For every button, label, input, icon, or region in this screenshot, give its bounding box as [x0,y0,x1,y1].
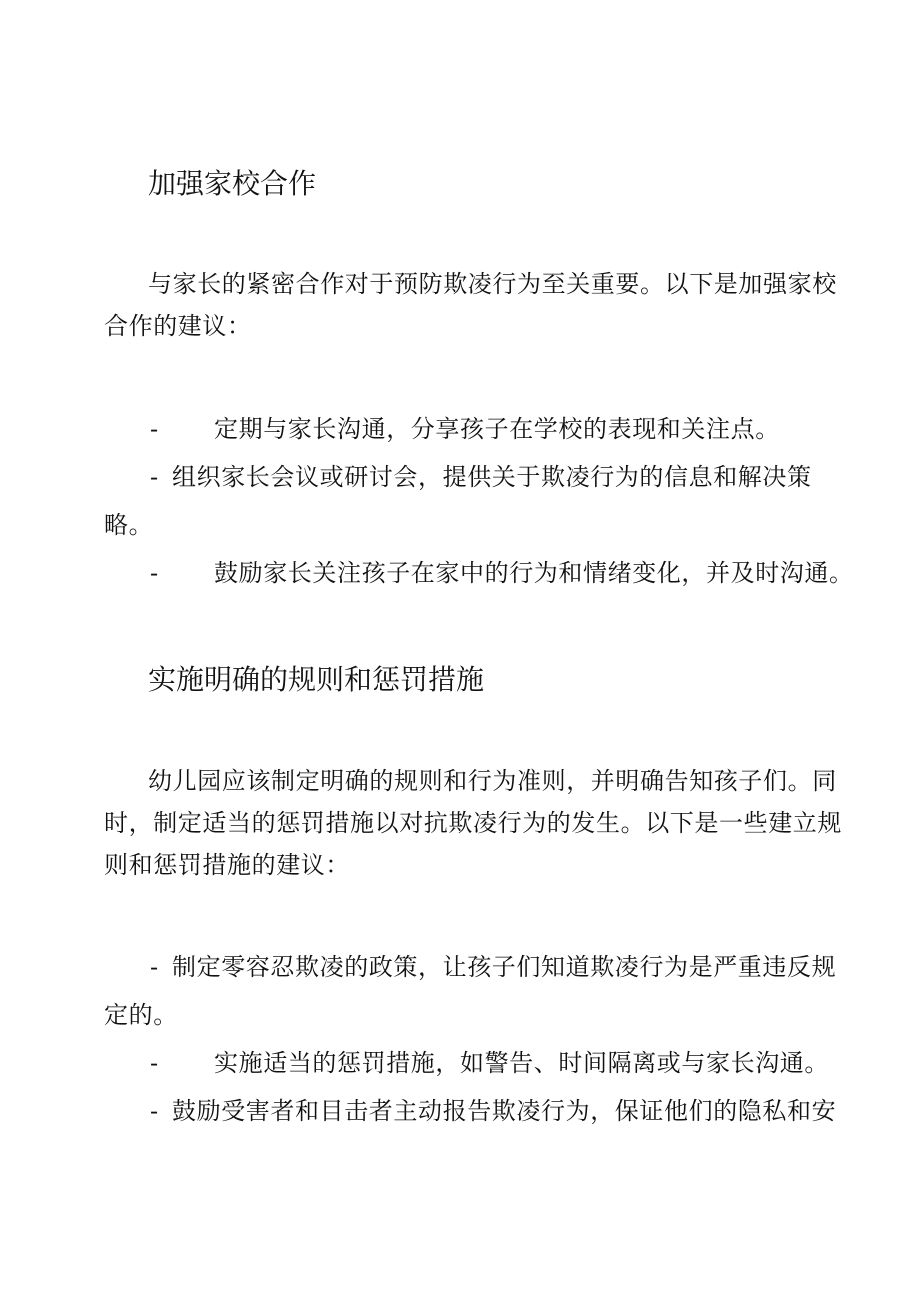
bullet-dash: - [150,1097,159,1125]
bullet-dash: - [150,559,159,587]
list-item [150,1042,829,1084]
paragraph-line: 幼儿园应该制定明确的规则和行为准则，并明确告知孩子们。同 [148,767,837,795]
paragraph-line: 与家长的紧密合作对于预防欺凌行为至关重要。以下是加强家校 [148,270,837,298]
bullet-dash: - [150,1049,159,1077]
bullet-dash: - [150,463,159,491]
bullet-dash: - [150,953,159,981]
list-item [150,1090,836,1132]
section-heading-rules-and-discipline: 实施明确的规则和惩罚措施 [148,663,485,696]
section-intro-paragraph [104,263,837,347]
list-item-text: 鼓励受害者和目击者主动报告欺凌行为，保证他们的隐私和安 [172,1097,837,1125]
list-item-text: 鼓励家长关注孩子在家中的行为和情绪变化，并及时沟通。 [214,559,854,587]
list-item-text: 制定零容忍欺凌的政策，让孩子们知道欺凌行为是严重违反规 [172,953,837,981]
list-item-continuation: 定的。 [104,1001,178,1029]
list-item-text: 定期与家长沟通，分享孩子在学校的表现和关注点。 [214,415,780,443]
bullet-dash: - [150,415,159,443]
list-item-text: 实施适当的惩罚措施，如警告、时间隔离或与家长沟通。 [214,1049,829,1077]
list-item [150,552,854,594]
list-item-continuation: 略。 [104,511,154,539]
list-item [150,456,812,498]
paragraph-line: 则和惩罚措施的建议： [104,851,350,879]
list-item-text: 组织家长会议或研讨会，提供关于欺凌行为的信息和解决策 [172,463,812,491]
list-item [150,946,836,988]
paragraph-line: 时，制定适当的惩罚措施以对抗欺凌行为的发生。以下是一些建立规 [104,809,842,837]
section-intro-paragraph [104,760,842,886]
list-item [150,408,780,450]
section-heading-home-school-cooperation: 加强家校合作 [148,167,317,200]
paragraph-line: 合作的建议： [104,312,252,340]
